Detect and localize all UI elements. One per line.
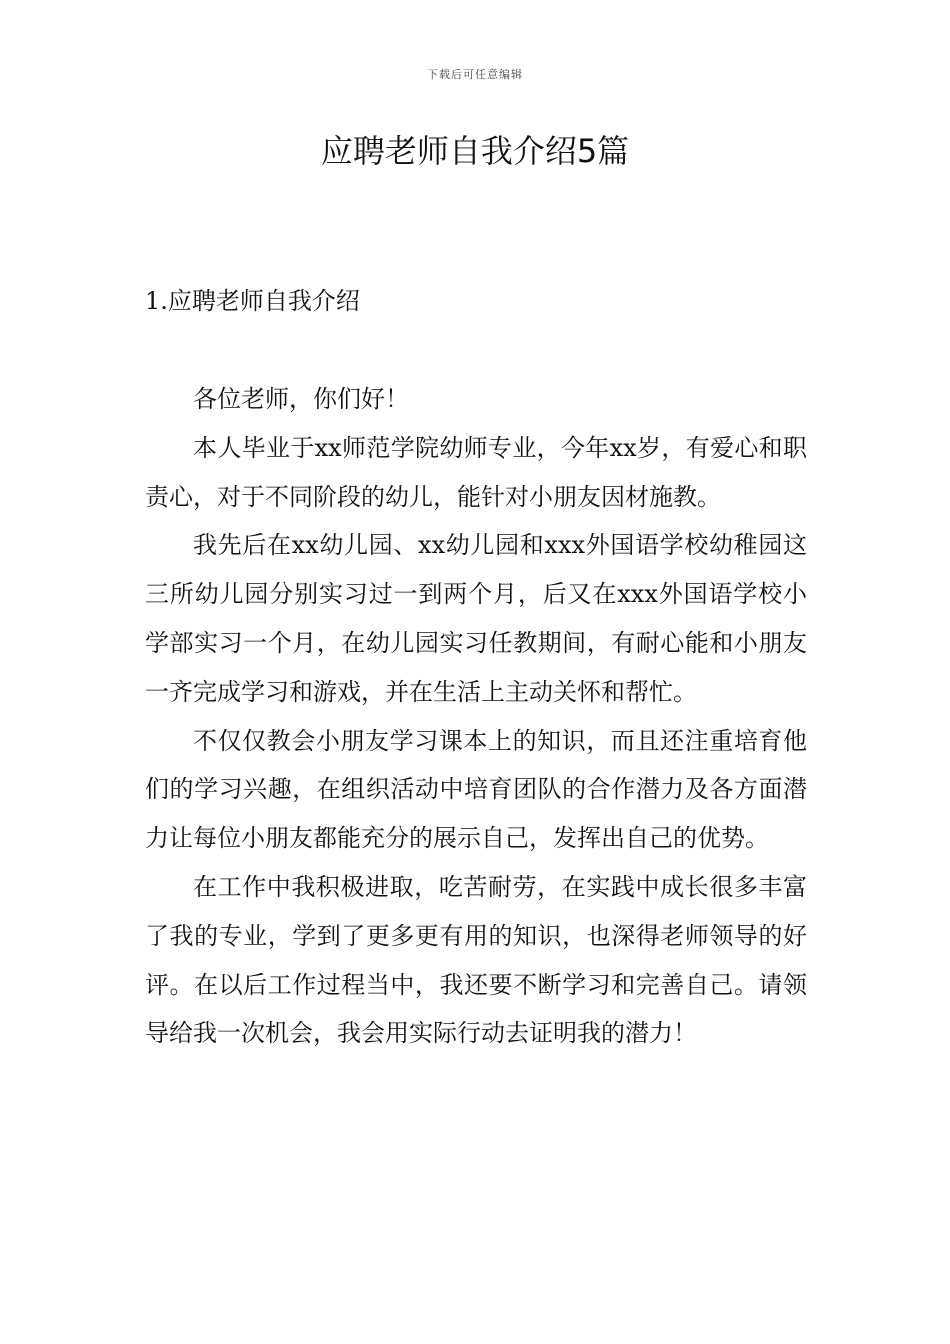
paragraph-greeting: 各位老师，你们好！ bbox=[193, 385, 409, 413]
section-heading: 1.应聘老师自我介绍 bbox=[145, 287, 360, 315]
paragraph-closing: 在工作中我积极进取，吃苦耐劳，在实践中成长很多丰富了我的专业，学到了更多更有用的知识，也深得老师领导的好评。在以后工作过程当中，我还要不断学习和完善自己。请领导给我一次机会，我会用实际行动去证明我的潜力！ bbox=[145, 872, 807, 1048]
header-note: 下载后可任意编辑 bbox=[427, 68, 523, 81]
paragraph-internship: 我先后在xx幼儿园、xx幼儿园和xxx外国语学校幼稚园这三所幼儿园分别实习过一到两个月，后又在xxx外国语学校小学部实习一个月，在幼儿园实习任教期间，有耐心能和小朋友一齐完成学习和游戏，并在生活上主动关怀和帮忙。 bbox=[145, 531, 807, 706]
document-body bbox=[145, 375, 807, 1058]
paragraph-education: 本人毕业于xx师范学院幼师专业，今年xx岁，有爱心和职责心，对于不同阶段的幼儿，能针对小朋友因材施教。 bbox=[145, 433, 807, 511]
paragraph-teaching: 不仅仅教会小朋友学习课本上的知识，而且还注重培育他们的学习兴趣，在组织活动中培育团队的合作潜力及各方面潜力让每位小朋友都能充分的展示自己，发挥出自己的优势。 bbox=[145, 726, 807, 853]
document-title: 应聘老师自我介绍5篇 bbox=[320, 132, 630, 170]
